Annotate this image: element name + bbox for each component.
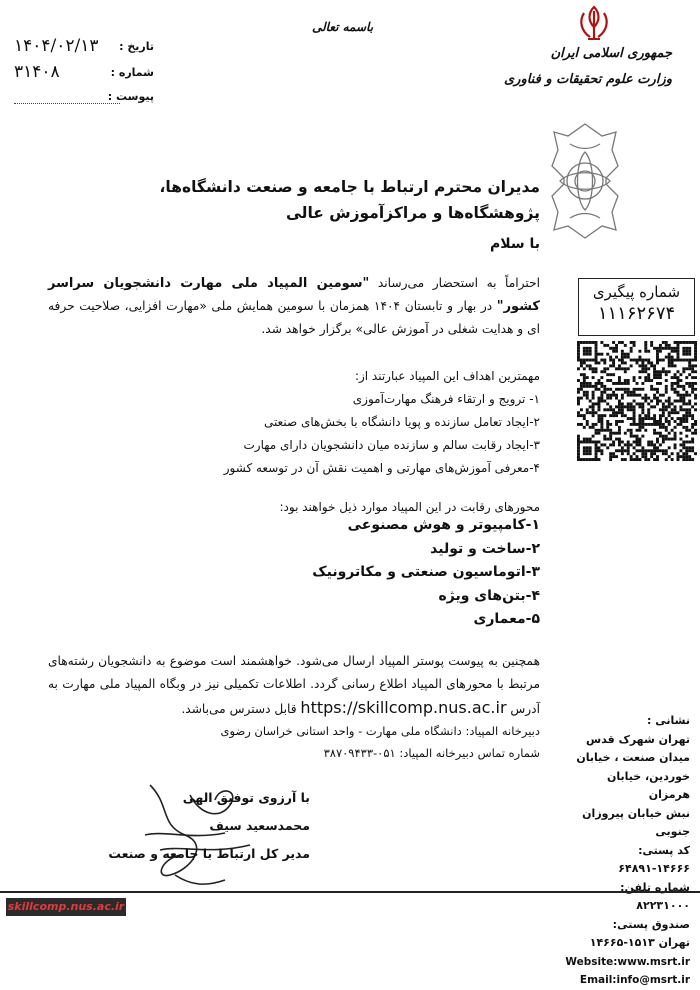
intro-paragraph xyxy=(48,272,540,341)
tracking-number: ۱۱۱۶۲۶۷۴ xyxy=(597,303,676,324)
address-line: تهران شهرک قدس xyxy=(586,732,690,746)
address-line: میدان صنعت ، خیابان xyxy=(576,751,690,764)
number-label: شماره : xyxy=(110,66,154,79)
address-line: شماره تلفن: ۸۲۲۳۱۰۰۰ xyxy=(620,880,690,912)
goals-list xyxy=(224,365,540,480)
qr-code[interactable] xyxy=(577,341,699,461)
date-row xyxy=(14,36,154,56)
signature-title: مدیر کل ارتباط با جامعه و صنعت xyxy=(108,846,310,861)
attachment-row xyxy=(14,86,154,106)
goal-item: ۱- ترویج و ارتقاء فرهنگ مهارت‌آموزی xyxy=(352,392,540,406)
ornament-icon xyxy=(550,122,620,240)
address-line: تهران ۱۵۱۳-۱۴۶۶۵ xyxy=(589,936,690,949)
intro-part-c: در بهار و تابستان ۱۴۰۴ همزمان با سومین همایش ملی «مهارت افزایی، صلاحیت حرفه ای و هدایت شغلی در آموزش عالی» برگزار خواهد شد. xyxy=(48,299,540,336)
signature-wish: با آرزوی توفیق الهی xyxy=(182,790,310,805)
signature-block xyxy=(108,784,310,868)
goals-title: مهمترین اهداف این المپیاد عبارتند از: xyxy=(354,369,540,383)
address-line: خوردین، خیابان هرمزان xyxy=(606,769,690,801)
attachment-label: پیوست : xyxy=(107,90,154,103)
axis-item: ۱-کامپیوتر و هوش مصنوعی xyxy=(347,517,540,533)
closing-paragraph xyxy=(48,650,540,721)
goal-item: ۴-معرفی آموزش‌های مهارتی و اهمیت نقش آن در توسعه کشور xyxy=(223,461,540,475)
address-line: کد پستی: ۱۴۶۶۶-۶۴۸۹۱ xyxy=(618,843,690,875)
footer-brand[interactable]: skillcomp.nus.ac.ir xyxy=(6,898,126,916)
addressee: مدیران محترم ارتباط با جامعه و صنعت دانشگاه‌ها، پژوهشگاه‌ها و مراکزآموزش عالی xyxy=(159,178,540,222)
greeting: با سلام xyxy=(489,236,540,252)
axes-list xyxy=(312,514,540,632)
olympiad-name: "سومین المپیاد ملی مهارت دانشجویان سراسر کشور" xyxy=(48,276,540,314)
goal-item: ۲-ایجاد تعامل سازنده و پویا دانشگاه با بخش‌های صنعتی xyxy=(263,415,540,429)
phone-line: شماره تماس دبیرخانه المپیاد: ۰۵۱-۳۸۷۰۹۴۳۳ xyxy=(323,746,540,760)
website-link[interactable]: https://skillcomp.nus.ac.ir xyxy=(300,698,507,717)
address-block xyxy=(565,712,690,990)
signature-name: محمدسعید سیف xyxy=(209,818,310,833)
intro-part-a: احتراماً به استحضار می‌رساند xyxy=(369,276,540,290)
email-line[interactable]: Email:info@msrt.ir xyxy=(579,974,690,986)
address-line: صندوق پستی: xyxy=(612,917,690,931)
address-title: نشانی : xyxy=(647,714,690,727)
number-value: ۳۱۴۰۸ xyxy=(14,62,60,82)
axis-item: ۳-اتوماسیون صنعتی و مکاترونیک xyxy=(312,564,540,580)
basmala: باسمه تعالی xyxy=(312,20,374,34)
axis-item: ۲-ساخت و تولید xyxy=(430,540,540,557)
address-line: نبش خیابان پیروزان جنوبی xyxy=(582,806,690,838)
axis-item: ۵-معماری xyxy=(473,611,540,627)
header-ministry: وزارت علوم تحقیقات و فناوری xyxy=(503,72,672,87)
date-label: تاریخ : xyxy=(119,40,154,53)
closing-part-a: همچنین به پیوست پوستر المپیاد ارسال می‌شود. خواهشمند است موضوع به دانشجویان رشته‌های مرتبط با محورهای المپیاد اطلاع رسانی گردد. اطلاعات تکمیلی نیز در وبگاه المپیاد ملی مهارت به آدرس xyxy=(48,654,540,716)
secretariat-line: دبیرخانه المپیاد: دانشگاه ملی مهارت - واحد استانی خراسان رضوی xyxy=(220,724,540,738)
axis-item: ۴-بتن‌های ویژه xyxy=(438,587,540,604)
tracking-box xyxy=(578,278,695,336)
header-country: جمهوری اسلامی ایران xyxy=(550,46,672,61)
tracking-label: شماره پیگیری xyxy=(592,283,681,301)
attachment-dots xyxy=(14,103,120,104)
number-row xyxy=(14,62,154,82)
axes-title: محورهای رقابت در این المپیاد موارد ذیل خواهند بود: xyxy=(279,500,540,514)
website-line[interactable]: Website:www.msrt.ir xyxy=(565,955,690,968)
iran-emblem-icon xyxy=(576,5,612,43)
secretariat-info xyxy=(221,720,540,764)
closing-part-b: قابل دسترس می‌باشد. xyxy=(181,702,301,716)
date-value: ۱۴۰۴/۰۲/۱۳ xyxy=(14,36,99,56)
goal-item: ۳-ایجاد رقابت سالم و سازنده میان دانشجویان دارای مهارت xyxy=(243,438,540,452)
